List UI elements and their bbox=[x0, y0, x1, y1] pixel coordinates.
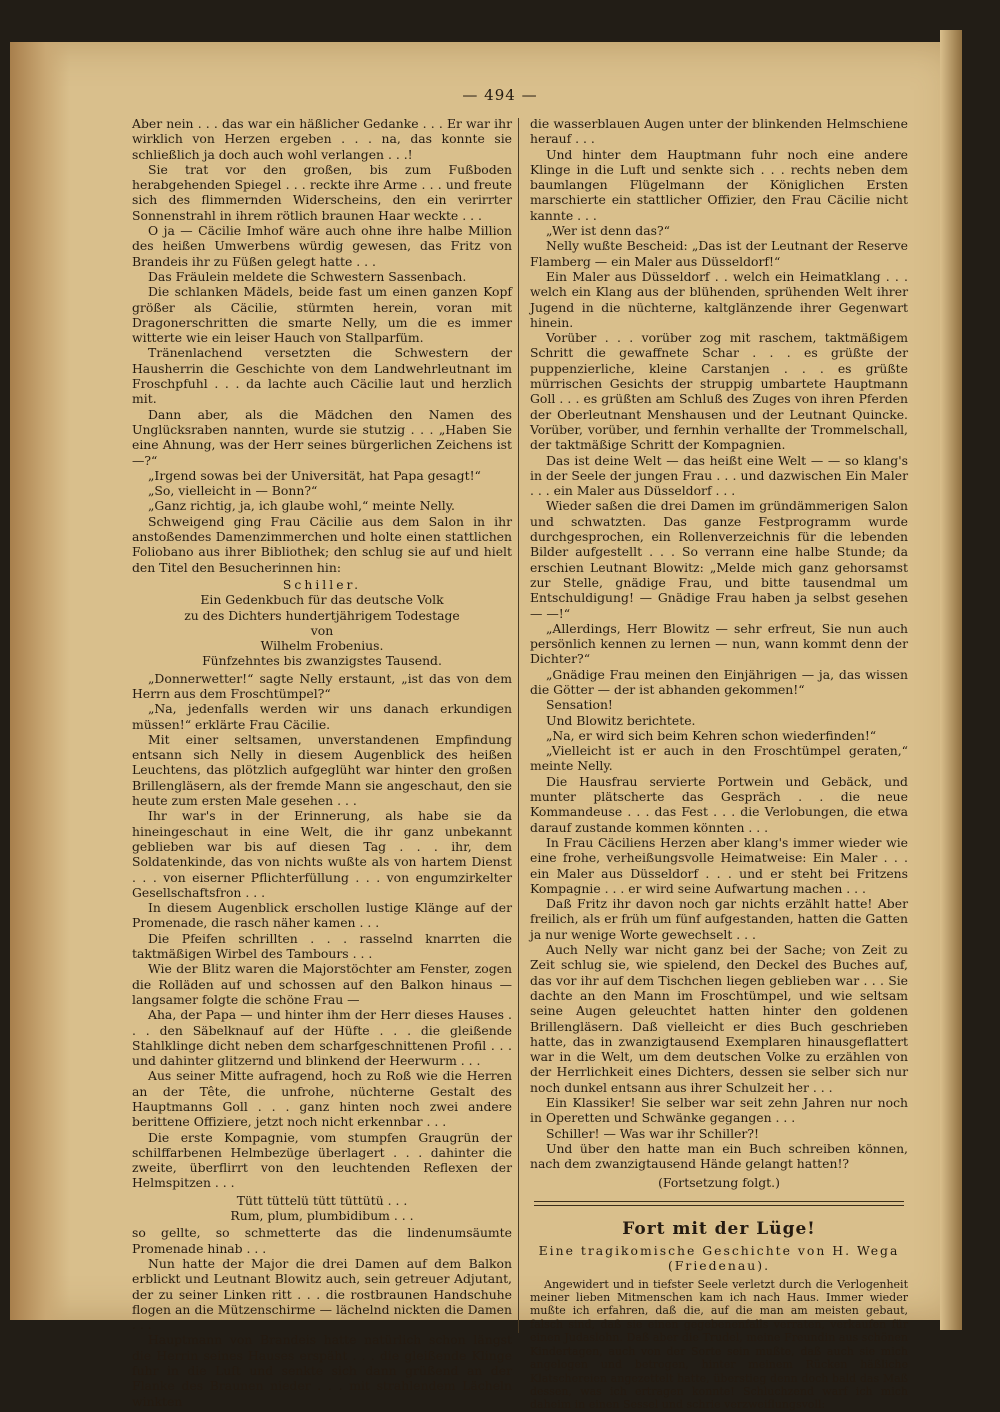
paragraph: Aha, der Papa — und hinter ihm der Herr dieses Hauses . . . den Säbelknauf auf der Hüfte . . . die gleißende Stahlklinge dicht neben dem scharfgeschnittenen Profil . . . und dahinter glitzernd und blinkend der Heerwurm . . . bbox=[132, 1007, 512, 1069]
section-separator bbox=[534, 1201, 904, 1206]
paragraph: Sie trat vor den großen, bis zum Fußboden herabgehenden Spiegel . . . reckte ihre Arme . . . und freute sich des flimmernden Widerscheins, den ein verirrter Sonnenstrahl in ihrem rötlich braunen Haar weckte . . . bbox=[132, 161, 512, 223]
book-title-block bbox=[132, 577, 512, 669]
paragraph: Schiller! — Was war ihr Schiller?! bbox=[546, 1125, 759, 1141]
book-by: von bbox=[310, 622, 334, 638]
paragraph: Dann aber, als die Mädchen den Namen des Unglücksraben nannten, wurde sie stutzig . . . „Haben Sie eine Ahnung, was der Herr seines bürgerlichen Zeichens ist —?“ bbox=[132, 406, 512, 468]
paragraph: Die Hausfrau servierte Portwein und Gebäck, und munter plätscherte das Gespräch . . die neue Kommandeuse . . . das Fest . . . die Verlobungen, die etwa darauf zustande kommen könnten . . . bbox=[530, 773, 908, 835]
paragraph: die wasserblauen Augen unter der blinkenden Helmschiene herauf . . . bbox=[530, 116, 908, 147]
verse-line: Tütt tüttelü tütt tüttütü . . . bbox=[236, 1192, 408, 1208]
story-title: Fort mit der Lüge! bbox=[622, 1218, 816, 1239]
paragraph: Aber nein . . . das war ein häßlicher Gedanke . . . Er war ihr wirklich von Herzen ergeben . . . na, das konnte sie schließlich ja doch auch wohl verlangen . . .! bbox=[132, 116, 512, 162]
column-divider bbox=[518, 118, 519, 1333]
paragraph: In diesem Augenblick erschollen lustige Klänge auf der Promenade, die rasch näher kamen . . . bbox=[132, 900, 512, 931]
verse-line: Rum, plum, plumbidibum . . . bbox=[230, 1208, 414, 1224]
book-subtitle: zu des Dichters hundertjährigem Todestage bbox=[184, 607, 460, 623]
paragraph: Sensation! bbox=[546, 697, 613, 713]
book-subtitle: Ein Gedenkbuch für das deutsche Volk bbox=[200, 592, 444, 608]
paragraph: Mit einer seltsamen, unverstandenen Empfindung entsann sich Nelly in diesem Augenblick des heißen Leuchtens, das plötzlich aufgeglüht war hinter den großen Brillengläsern, als der fremde Mann sie angeschaut, den sie heute zum ersten Male gesehen . . . bbox=[132, 731, 512, 809]
paragraph: „Wer ist denn das?“ bbox=[546, 223, 670, 239]
paragraph: Nun hatte der Major die drei Damen auf dem Balkon erblickt und Leutnant Blowitz auch, sein getreuer Adjutant, der zu seiner Linken ritt . . . die rostbraunen Handschuhe flogen an die Mützenschirme — lächelnd nickten die Damen . . . bbox=[132, 1255, 512, 1333]
paragraph: Vorüber . . . vorüber zog mit raschem, taktmäßigem Schritt die gewaffnete Schar . . . es grüßte der puppenzierliche, kleine Carstanjen . . . es grüßte mürrischen Gesichts der struppig umbartete Hauptmann Goll . . . es grüßten am Schluß des Zuges von ihren Pferden der Oberleutnant Menshausen und der Leutnant Quincke. Vorüber, vorüber, und fernhin verhallte der Trommelschall, der taktmäßige Schritt der Kompagnien. bbox=[530, 330, 908, 453]
book-edition: Fünfzehntes bis zwanzigstes Tausend. bbox=[202, 653, 442, 669]
right-column bbox=[530, 116, 908, 1412]
page-binding-shadow bbox=[10, 42, 70, 1320]
story-byline: Eine tragikomische Geschichte von H. Wega (Friedenau). bbox=[538, 1243, 900, 1274]
paragraph: Ein Maler aus Düsseldorf . . welch ein Heimatklang . . . welch ein Klang aus der blühenden, sprühenden Welt ihrer Jugend in die nüchterne, kaltglänzende ihrer Gegenwart hinein. bbox=[530, 268, 908, 330]
paragraph: „So, vielleicht in — Bonn?“ bbox=[148, 483, 318, 499]
paragraph: Hauptmann von Brandeis hatte natürlich schon längst die Herrin seines Hauses erspäht . . . die gleißende Klinge fuhr in die Luft und senkte sich dann grüßend an der Flanke des Braunen nieder . . . mit strahlendem Lächeln winkten bbox=[132, 1332, 512, 1409]
paragraph: Auch Nelly war nicht ganz bei der Sache; von Zeit zu Zeit schlug sie, wie spielend, den Deckel des Buches auf, das vor ihr auf dem Tischchen liegen geblieben war . . . Sie dachte an den Mann im Froschtümpel, und wie seltsam seine Augen geleuchtet hatten hinter den goldenen Brillengläsern. Daß vielleicht er dies Buch geschrieben hatte, das in zwanzigtausend Exemplaren hinausgeflattert war in die Welt, um dem deutschen Volke zu erzählen von der Herrlichkeit eines Dichters, dessen sie selber sich nur noch dunkel entsann aus ihrer Schulzeit her . . . bbox=[530, 942, 908, 1095]
paragraph: „Allerdings, Herr Blowitz — sehr erfreut, Sie nun auch persönlich kennen zu lernen — nun, wann kommt denn der Dichter?“ bbox=[530, 620, 908, 667]
paragraph: Ein Klassiker! Sie selber war seit zehn Jahren nur noch in Operetten und Schwänke gegangen . . . bbox=[530, 1095, 908, 1126]
paragraph: Das ist deine Welt — das heißt eine Welt — — so klang's in der Seele der jungen Frau . . . und dazwischen Ein Maler . . . ein Maler aus Düsseldorf . . . bbox=[530, 452, 908, 499]
book-title: Schiller. bbox=[282, 576, 362, 592]
paragraph: Ihr war's in der Erinnerung, als habe sie da hineingeschaut in eine Welt, die ihr ganz unbekannt geblieben war bis auf diesen Tag . . . ihr, dem Soldatenkinde, das von nichts wußte als von hartem Dienst . . . von eiserner Pflichterfüllung . . . von engumzirkelter Gesellschaftsfron . . . bbox=[132, 808, 512, 900]
paragraph: „Irgend sowas bei der Universität, hat Papa gesagt!“ bbox=[148, 467, 481, 483]
paragraph: Das Fräulein meldete die Schwestern Sassenbach. bbox=[148, 268, 467, 284]
continuation-note: (Fortsetzung folgt.) bbox=[658, 1175, 780, 1191]
paragraph: Wie der Blitz waren die Majorstöchter am Fenster, zogen die Rolläden auf und schossen auf den Balkon hinaus — langsamer folgte die schöne Frau — bbox=[132, 961, 512, 1007]
paragraph: so gellte, so schmetterte das die lindenumsäumte Promenade hinab . . . bbox=[132, 1225, 512, 1256]
paragraph: Angewidert und in tiefster Seele verletzt durch die Verlogenheit meiner lieben Mitmenschen kam ich nach Haus. Immer wieder mußte ich erfahren, daß die, auf die man am meisten gebaut, falsch sind, daß sie einen gegebenenfalls verraten, verkaufen für einen Judaslohn. Daß aber die Trudel, meine Freundin aus schönen Kindertagen, auch von der Sorte sein mußte, daß auch sie mich angelogen und betrogen, hinter meinem Rücken häßliche Klatschereien angezettelt hatte, überstieg denn doch bald das Maß dessen, was ich ertragen konnte! Schluchzend warf ich mich daheim in einen Sessel und schrie verzweiflungsvoll: bbox=[530, 1277, 908, 1412]
paragraph: Und über den hatte man ein Buch schreiben können, nach dem zwanzigtausend Hände gelangt hatten!? bbox=[530, 1140, 908, 1172]
paragraph: „Na, jedenfalls werden wir uns danach erkundigen müssen!“ erklärte Frau Cäcilie. bbox=[132, 701, 512, 732]
paragraph: „Ganz richtig, ja, ich glaube wohl,“ meinte Nelly. bbox=[148, 498, 455, 514]
paragraph: Schweigend ging Frau Cäcilie aus dem Salon in ihr anstoßendes Damenzimmerchen und holte einen stattlichen Foliobano aus ihrer Bibliothek; den schlug sie auf und hielt den Titel den Besucherinnen hin: bbox=[132, 513, 512, 575]
paragraph: Daß Fritz ihr davon noch gar nichts erzählt hatte! Aber freilich, als er früh um fünf aufgestanden, hatten die Gatten ja nur wenige Worte gewechselt . . . bbox=[530, 896, 908, 942]
paragraph: „Vielleicht ist er auch in den Froschtümpel geraten,“ meinte Nelly. bbox=[530, 743, 908, 774]
paragraph: Tränenlachend versetzten die Schwestern der Hausherrin die Geschichte von dem Landwehrleutnant im Froschpfuhl . . . da lachte auch Cäcilie laut und herzlich mit. bbox=[132, 345, 512, 407]
paragraph: Die Pfeifen schrillten . . . rasselnd knarrten die taktmäßigen Wirbel des Tambours . . . bbox=[132, 930, 512, 962]
paragraph: Aus seiner Mitte aufragend, hoch zu Roß wie die Herren an der Tête, die unfrohe, nüchterne Gestalt des Hauptmanns Goll . . . ganz hinten noch zwei andere berittene Offiziere, jetzt noch nicht erkennbar . . . bbox=[132, 1068, 512, 1130]
paragraph: Wieder saßen die drei Damen im gründämmerigen Salon und schwatzten. Das ganze Festprogramm wurde durchgesprochen, ein Rollenverzeichnis für die lebenden Bilder aufgestellt . . . So verrann eine halbe Stunde; da erschien Leutnant Blowitz: „Melde mich ganz gehorsamst zur Stelle, gnädige Frau, und bitte tausendmal um Entschuldigung! — Gnädige Frau haben ja selbst gesehen — —!“ bbox=[530, 498, 908, 621]
paragraph: Und hinter dem Hauptmann fuhr noch eine andere Klinge in die Luft und senkte sich . . . rechts neben dem baumlangen Flügelmann der Königlichen Ersten marschierte ein stattlicher Offizier, den Frau Cäcilie nicht kannte . . . bbox=[530, 146, 908, 223]
page-number: — 494 — bbox=[462, 86, 538, 104]
left-column bbox=[132, 116, 512, 1409]
book-author: Wilhelm Frobenius. bbox=[260, 638, 384, 654]
paragraph: Die erste Kompagnie, vom stumpfen Graugrün der schilffarbenen Helmbezüge überlagert . . . dahinter die zweite, überflirrt von den leuchtenden Reflexen der Helmspitzen . . . bbox=[132, 1129, 512, 1191]
paragraph: Nelly wußte Bescheid: „Das ist der Leutnant der Reserve Flamberg — ein Maler aus Düsseldorf!“ bbox=[530, 238, 908, 269]
paragraph: „Gnädige Frau meinen den Einjährigen — ja, das wissen die Götter — der ist abhanden gekommen!“ bbox=[530, 666, 908, 697]
paragraph: Die schlanken Mädels, beide fast um einen ganzen Kopf größer als Cäcilie, stürmten herein, voran mit Dragonerschritten die smarte Nelly, um die es immer witterte wie ein leiser Hauch von Stallparfüm. bbox=[132, 284, 512, 346]
march-verse bbox=[132, 1193, 512, 1224]
story-body bbox=[530, 1278, 908, 1412]
paragraph: O ja — Cäcilie Imhof wäre auch ohne ihre halbe Million des heißen Umwerbens würdig gewesen, das Fritz von Brandeis ihr zu Füßen gelegt hatte . . . bbox=[132, 223, 512, 269]
paragraph: „Na, er wird sich beim Kehren schon wiederfinden!“ bbox=[546, 727, 877, 743]
paragraph: „Donnerwetter!“ sagte Nelly erstaunt, „ist das von dem Herrn aus dem Froschtümpel?“ bbox=[132, 670, 512, 701]
paragraph: Und Blowitz berichtete. bbox=[546, 712, 696, 728]
paragraph: In Frau Cäciliens Herzen aber klang's immer wieder wie eine frohe, verheißungsvolle Heimatweise: Ein Maler . . . ein Maler aus Düsseldorf . . . und er steht bei Fritzens Kompagnie . . . er wird seine Aufwartung machen . . . bbox=[530, 834, 908, 896]
page-right-edge bbox=[940, 30, 962, 1330]
